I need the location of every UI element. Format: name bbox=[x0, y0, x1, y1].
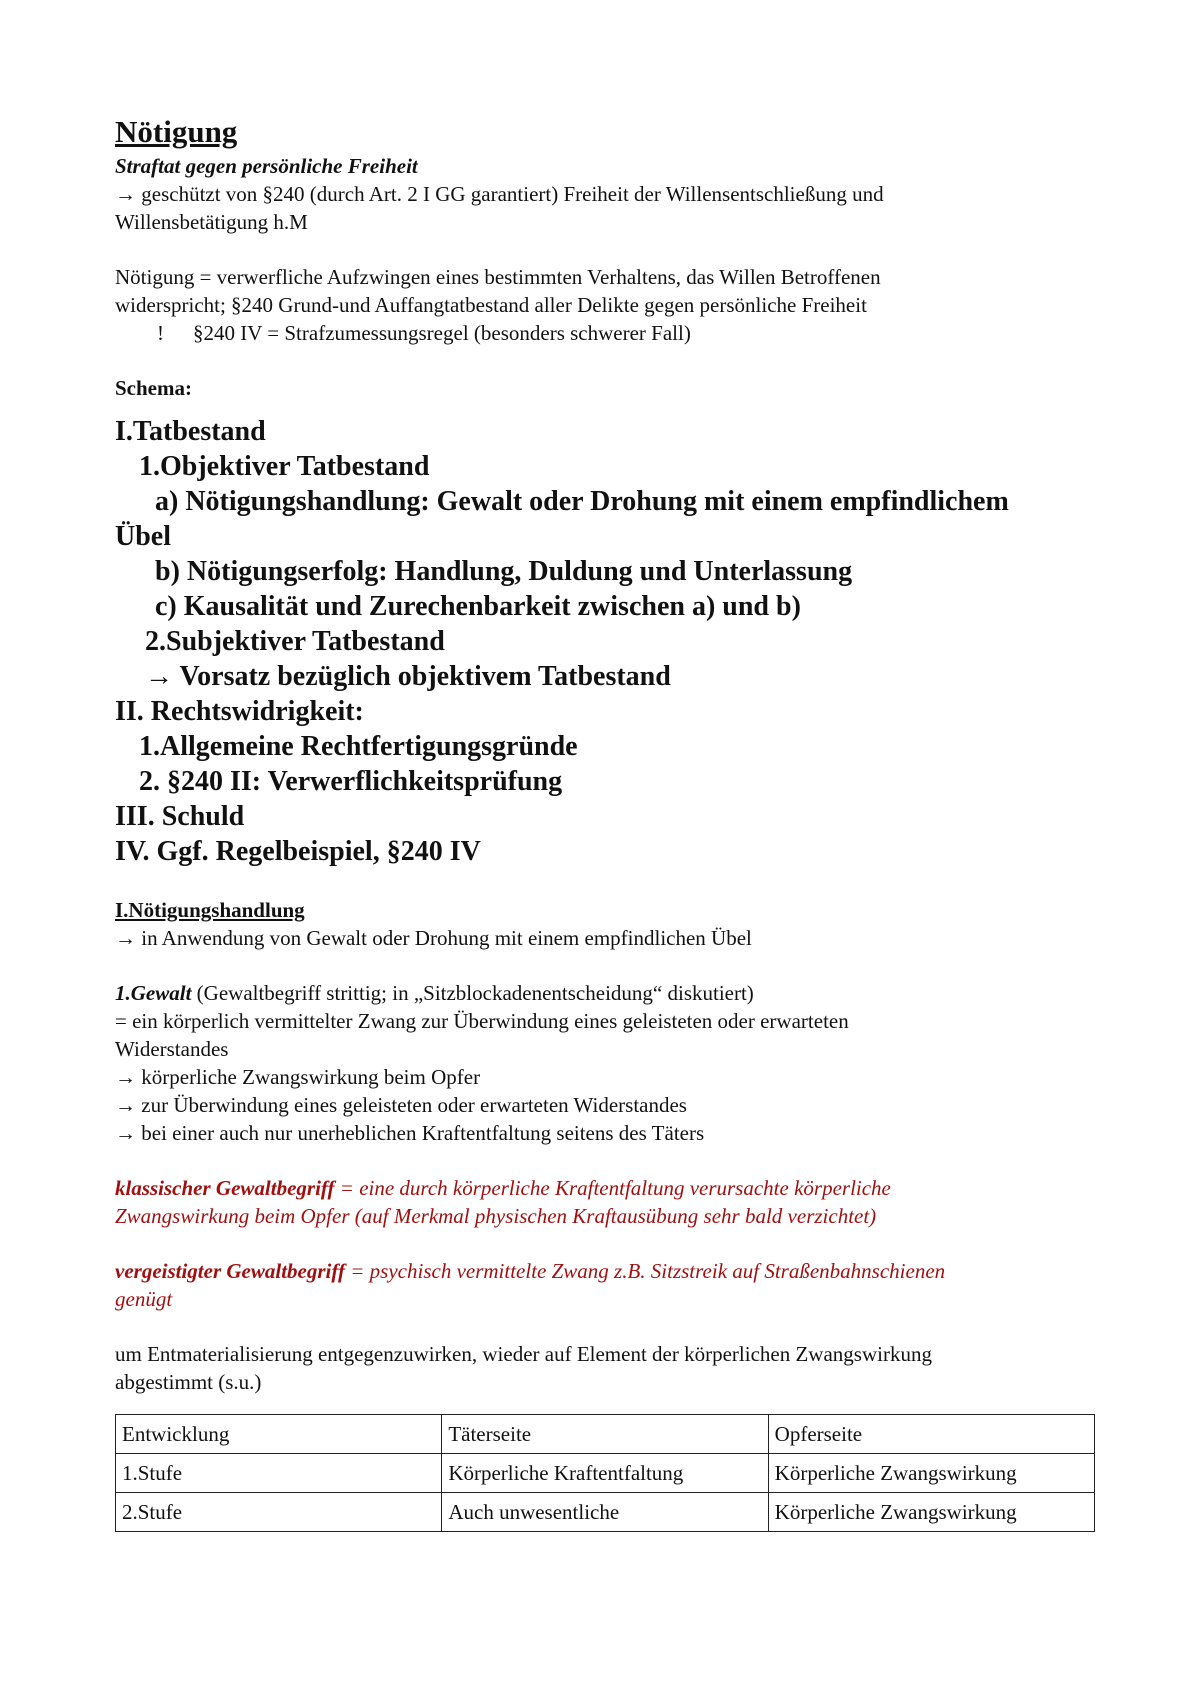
doc-title: Nötigung bbox=[115, 114, 238, 149]
schema-noetigungshandlung-cont: Übel bbox=[115, 521, 171, 552]
schema-noetigungshandlung: a) Nötigungshandlung: Gewalt oder Drohung mit einem empfindlichem bbox=[155, 486, 1009, 517]
schema-verwerflichkeit: 2. §240 II: Verwerflichkeitsprüfung bbox=[139, 766, 563, 797]
table-header-cell: Entwicklung bbox=[116, 1415, 442, 1454]
schema-kausalitaet: c) Kausalität und Zurechenbarkeit zwischen a) und b) bbox=[155, 591, 801, 622]
note-mark: ! bbox=[157, 321, 164, 345]
section-noetigungshandlung-title: I.Nötigungshandlung bbox=[115, 898, 305, 922]
table-header-row bbox=[116, 1415, 1095, 1454]
table-header-cell: Täterseite bbox=[442, 1415, 768, 1454]
table-header-cell: Opferseite bbox=[768, 1415, 1094, 1454]
gewalt-term: 1.Gewalt bbox=[115, 981, 192, 1005]
klassisch-line-2: Zwangswirkung beim Opfer (auf Merkmal physischen Kraftausübung sehr bald verzichtet) bbox=[115, 1204, 877, 1228]
schema-rechtfertigungsgruende: 1.Allgemeine Rechtfertigungsgründe bbox=[139, 731, 578, 762]
definition-line-1: Nötigung = verwerfliche Aufzwingen eines bestimmten Verhaltens, das Willen Betroffenen bbox=[115, 265, 881, 289]
schema-subjektiver-tatbestand: 2.Subjektiver Tatbestand bbox=[145, 626, 445, 657]
schema-outline bbox=[115, 414, 1080, 869]
table-cell: 2.Stufe bbox=[116, 1493, 442, 1532]
schema-rechtswidrigkeit: II. Rechtswidrigkeit: bbox=[115, 696, 364, 727]
gewalt-line-1: = ein körperlich vermittelter Zwang zur Überwindung eines geleisteten oder erwarteten bbox=[115, 1009, 849, 1033]
gewalt-line-4: → zur Überwindung eines geleisteten oder erwarteten Widerstandes bbox=[115, 1093, 687, 1117]
gewalt-term-rest: (Gewaltbegriff strittig; in „Sitzblockadenentscheidung“ diskutiert) bbox=[191, 981, 754, 1005]
definition-line-2: widerspricht; §240 Grund-und Auffangtatbestand aller Delikte gegen persönliche Freiheit bbox=[115, 293, 867, 317]
table-cell: Körperliche Zwangswirkung bbox=[768, 1493, 1094, 1532]
gewalt-line-2: Widerstandes bbox=[115, 1037, 229, 1061]
klassisch-text: = eine durch körperliche Kraftentfaltung verursachte körperliche bbox=[334, 1176, 891, 1200]
entmaterial-line-2: abgestimmt (s.u.) bbox=[115, 1370, 262, 1394]
intro-line-1: → geschützt von §240 (durch Art. 2 I GG garantiert) Freiheit der Willensentschließung und bbox=[115, 182, 884, 206]
table-cell: Körperliche Kraftentfaltung bbox=[442, 1454, 768, 1493]
schema-label: Schema: bbox=[115, 376, 192, 400]
vergeistigt-line-2: genügt bbox=[115, 1287, 173, 1311]
schema-noetigungserfolg: b) Nötigungserfolg: Handlung, Duldung und Unterlassung bbox=[155, 556, 853, 587]
gewalt-line-5: → bei einer auch nur unerheblichen Kraftentfaltung seitens des Täters bbox=[115, 1121, 705, 1145]
vergeistigt-term: vergeistigter Gewaltbegriff bbox=[115, 1259, 345, 1283]
table-row bbox=[116, 1493, 1095, 1532]
note-line bbox=[115, 319, 1080, 347]
section-noetigungshandlung-line: → in Anwendung von Gewalt oder Drohung mit einem empfindlichen Übel bbox=[115, 926, 752, 950]
vergeistigt-line-1 bbox=[115, 1257, 1080, 1285]
schema-tatbestand: I.Tatbestand bbox=[115, 416, 266, 447]
gewalt-table bbox=[115, 1414, 1095, 1532]
table-cell: Auch unwesentliche bbox=[442, 1493, 768, 1532]
klassisch-line-1 bbox=[115, 1174, 1080, 1202]
schema-objektiver-tatbestand: 1.Objektiver Tatbestand bbox=[139, 451, 430, 482]
table-cell: 1.Stufe bbox=[116, 1454, 442, 1493]
doc-subtitle: Straftat gegen persönliche Freiheit bbox=[115, 154, 418, 178]
vergeistigt-text: = psychisch vermittelte Zwang z.B. Sitzstreik auf Straßenbahnschienen bbox=[345, 1259, 946, 1283]
note-text: §240 IV = Strafzumessungsregel (besonders schwerer Fall) bbox=[193, 321, 691, 345]
schema-vorsatz: → Vorsatz bezüglich objektivem Tatbestand bbox=[145, 661, 671, 692]
gewalt-line-3: → körperliche Zwangswirkung beim Opfer bbox=[115, 1065, 481, 1089]
entmaterial-line-1: um Entmaterialisierung entgegenzuwirken, wieder auf Element der körperlichen Zwangswirkung bbox=[115, 1342, 932, 1366]
schema-schuld: III. Schuld bbox=[115, 801, 245, 832]
klassisch-term: klassischer Gewaltbegriff bbox=[115, 1176, 335, 1200]
gewalt-heading bbox=[115, 979, 1080, 1007]
table-row bbox=[116, 1454, 1095, 1493]
schema-regelbeispiel: IV. Ggf. Regelbeispiel, §240 IV bbox=[115, 836, 481, 867]
table-cell: Körperliche Zwangswirkung bbox=[768, 1454, 1094, 1493]
intro-line-2: Willensbetätigung h.M bbox=[115, 210, 308, 234]
